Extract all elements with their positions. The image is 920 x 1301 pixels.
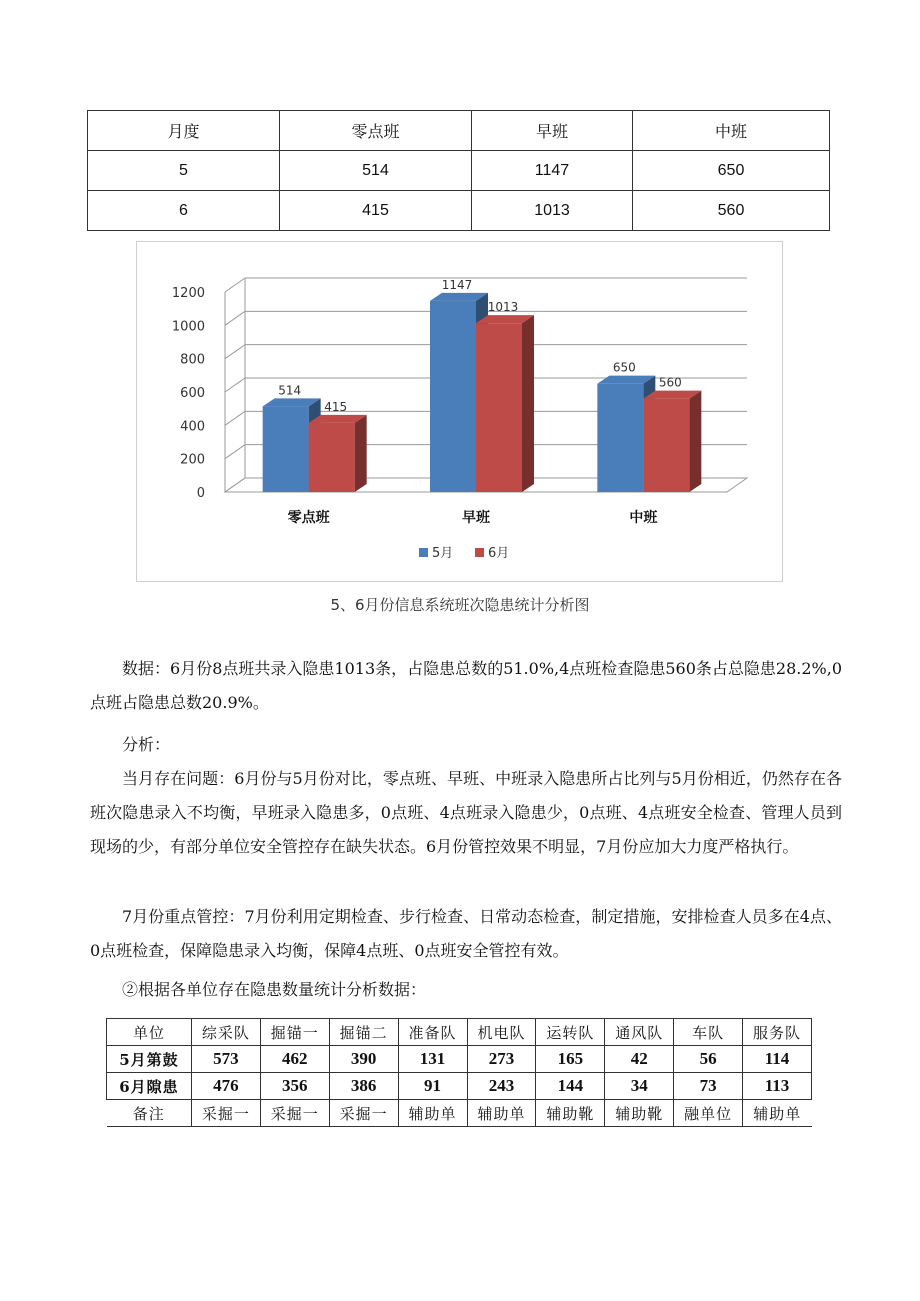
y-tick-label: 1000 (171, 319, 205, 335)
table-cell: 机电队 (467, 1019, 536, 1046)
bar (597, 384, 643, 492)
gridline (225, 278, 245, 292)
x-tick-label: 零点班 (287, 510, 330, 526)
table-cell: 1013 (472, 191, 633, 231)
table-cell: 6 (88, 191, 280, 231)
analysis-heading: 分析： (122, 735, 171, 754)
data-label: 1013 (487, 300, 519, 315)
table-cell: 6月隙患 (107, 1073, 192, 1100)
x-tick-label: 中班 (629, 510, 658, 526)
table-cell: 390 (329, 1046, 398, 1073)
bar-chart (136, 241, 783, 582)
table-cell: 辅助单 (398, 1100, 467, 1127)
table-cell: 34 (605, 1073, 674, 1100)
table-cell: 准备队 (398, 1019, 467, 1046)
table-cell: 56 (674, 1046, 743, 1073)
data-label: 514 (278, 383, 302, 398)
data-paragraph: 数据：6月份8点班共录入隐患1013条，占隐患总数的51.0%,4点班检查隐患560条占总隐患28.2%,0点班占隐患总数20.9%。 (90, 659, 842, 712)
gridline (225, 445, 245, 459)
table-cell: 415 (280, 191, 472, 231)
table-cell: 462 (260, 1046, 329, 1073)
table-cell: 早班 (472, 111, 633, 151)
table-cell: 5 (88, 151, 280, 191)
table-row (88, 191, 830, 231)
unit-intro-paragraph: ②根据各单位存在隐患数量统计分析数据： (122, 980, 427, 999)
y-tick-label: 0 (196, 486, 205, 501)
table-cell: 辅助单 (467, 1100, 536, 1127)
table-cell: 月度 (88, 111, 280, 151)
x-tick-label: 早班 (462, 510, 490, 526)
table-cell: 备注 (107, 1100, 192, 1127)
chart-caption: 5、6月份信息系统班次隐患统计分析图 (330, 596, 590, 614)
y-tick-label: 200 (180, 452, 205, 468)
table-cell: 476 (191, 1073, 260, 1100)
table-cell: 采掘一 (260, 1100, 329, 1127)
table-cell: 273 (467, 1046, 536, 1073)
table-cell: 掘锚一 (260, 1019, 329, 1046)
table-row (107, 1100, 812, 1127)
table-cell: 42 (605, 1046, 674, 1073)
y-tick-label: 600 (180, 386, 205, 401)
gridline (225, 345, 245, 359)
table-cell: 113 (743, 1073, 812, 1100)
table-cell: 采掘一 (191, 1100, 260, 1127)
table-cell: 中班 (633, 111, 830, 151)
table-cell: 5月第鼓 (107, 1046, 192, 1073)
data-label: 415 (324, 399, 348, 414)
table-cell: 356 (260, 1073, 329, 1100)
table-cell: 650 (633, 151, 830, 191)
table-cell: 服务队 (743, 1019, 812, 1046)
legend-label: 6月 (488, 546, 510, 561)
table-row (88, 151, 830, 191)
table-cell: 131 (398, 1046, 467, 1073)
table-cell: 73 (674, 1073, 743, 1100)
bar (263, 406, 309, 492)
data-label: 1147 (441, 277, 473, 292)
table-cell: 采掘一 (329, 1100, 398, 1127)
table-cell: 514 (280, 151, 472, 191)
table-cell: 综采队 (191, 1019, 260, 1046)
table-cell: 144 (536, 1073, 605, 1100)
bar-side (355, 415, 367, 492)
bar-side (689, 391, 701, 492)
unit-hazard-table (106, 1018, 812, 1127)
table-cell: 掘锚二 (329, 1019, 398, 1046)
gridline (225, 311, 245, 325)
control-paragraph: 7月份重点管控：7月份利用定期检查、步行检查、日常动态检查，制定措施，安排检查人员多在4点、0点班检查，保障隐患录入均衡，保障4点班、0点班安全管控有效。 (90, 907, 842, 960)
data-label: 650 (612, 360, 636, 375)
y-tick-label: 1200 (171, 286, 205, 301)
table-header-row (88, 111, 830, 151)
table-cell: 91 (398, 1073, 467, 1100)
chart-svg (137, 242, 782, 581)
table-cell: 车队 (674, 1019, 743, 1046)
legend-swatch (475, 548, 484, 557)
table-cell: 243 (467, 1073, 536, 1100)
bar (643, 399, 689, 492)
table-header-row (107, 1019, 812, 1046)
table-cell: 融单位 (674, 1100, 743, 1127)
table-cell: 辅助靴 (536, 1100, 605, 1127)
table-row (107, 1046, 812, 1073)
table-cell: 辅助单 (743, 1100, 812, 1127)
table-cell: 560 (633, 191, 830, 231)
legend-swatch (419, 548, 428, 557)
table-row (107, 1073, 812, 1100)
y-tick-label: 400 (180, 419, 205, 435)
bar (309, 423, 355, 492)
table-cell: 通风队 (605, 1019, 674, 1046)
gridline (225, 411, 245, 425)
table-cell: 1147 (472, 151, 633, 191)
problem-paragraph: 当月存在问题：6月份与5月份对比，零点班、早班、中班录入隐患所占比列与5月份相近，仍然存在各班次隐患录入不均衡，早班录入隐患多，0点班、4点班录入隐患少，0点班、4点班安全检查、管理人员到现场的少，有部分单位安全管控存在缺失状态。6月份管控效果不明显，7月份应加大力度严格执行。 (90, 769, 842, 856)
table-cell: 165 (536, 1046, 605, 1073)
y-tick-label: 800 (180, 352, 205, 368)
table-cell: 114 (743, 1046, 812, 1073)
legend-label: 5月 (432, 546, 454, 561)
table-cell: 零点班 (280, 111, 472, 151)
bar (430, 301, 476, 492)
table-cell: 573 (191, 1046, 260, 1073)
gridline (225, 378, 245, 392)
data-label: 560 (658, 375, 682, 390)
table-cell: 386 (329, 1073, 398, 1100)
table-cell: 运转队 (536, 1019, 605, 1046)
bar (476, 323, 522, 492)
shift-hazard-table (87, 110, 830, 231)
table-cell: 辅助靴 (605, 1100, 674, 1127)
bar-side (522, 315, 534, 492)
table-cell: 单位 (107, 1019, 192, 1046)
